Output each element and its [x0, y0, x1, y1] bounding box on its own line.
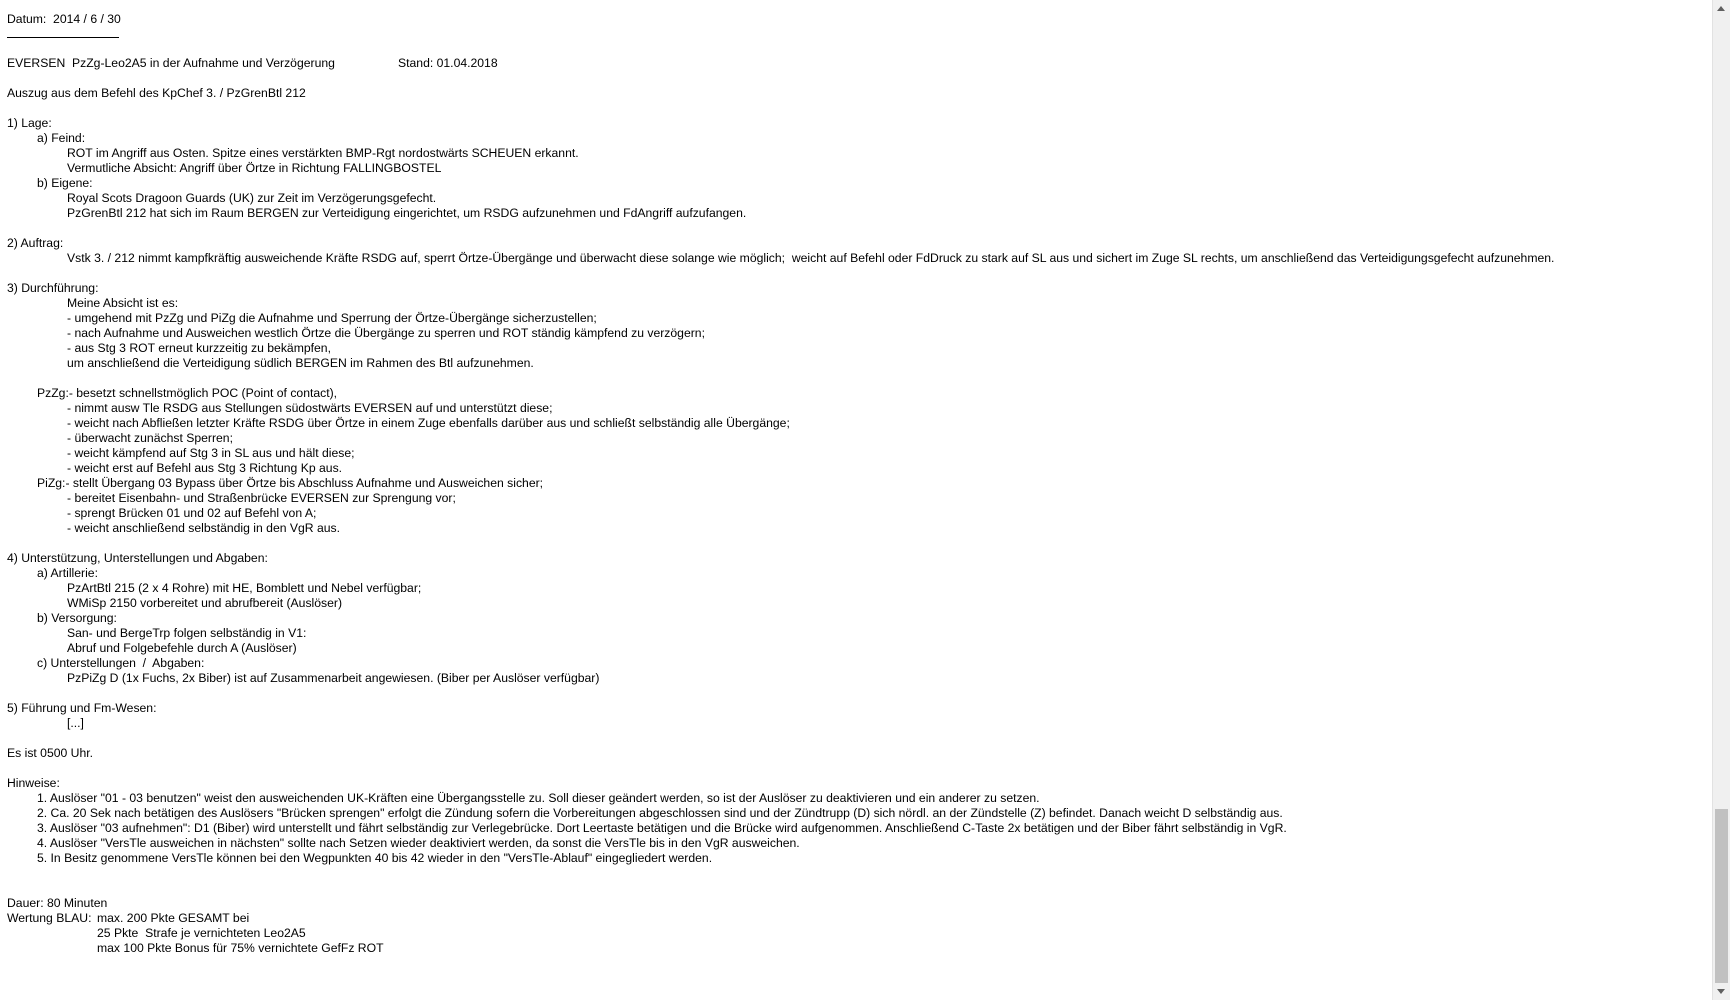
list-item: - bereitet Eisenbahn- und Straßenbrücke EVERSEN zur Sprengung vor; — [67, 491, 456, 505]
text-line: [...] — [67, 716, 84, 730]
text-line: Abruf und Folgebefehle durch A (Auslöser) — [67, 641, 297, 655]
section-heading-lage: 1) Lage: — [7, 116, 52, 130]
text-line: Vstk 3. / 212 nimmt kampfkräftig ausweichende Kräfte RSDG auf, sperrt Örtze-Übergänge und überwacht diese solange wie möglich; weicht auf Befehl oder FdDruck zu stark auf SL aus und sichert im Zuge SL rechts, um anschließend das Verteidigungsgefecht aufzunehmen. — [67, 251, 1555, 265]
arrow-up-icon — [1717, 6, 1725, 11]
time-line: Es ist 0500 Uhr. — [7, 746, 94, 760]
list-item: - nimmt ausw Tle RSDG aus Stellungen südostwärts EVERSEN auf und unterstützt diese; — [67, 401, 553, 415]
text-line: San- und BergeTrp folgen selbständig in V1: — [67, 626, 307, 640]
stand-date: Stand: 01.04.2018 — [398, 56, 498, 70]
text-line: PzPiZg D (1x Fuchs, 2x Biber) ist auf Zusammenarbeit angewiesen. (Biber per Auslöser verfügbar) — [67, 671, 600, 685]
duration-line: Dauer: 80 Minuten — [7, 896, 108, 910]
section-heading-hinweise: Hinweise: — [7, 776, 60, 790]
scroll-thumb[interactable] — [1715, 809, 1728, 983]
subheading-versorgung: b) Versorgung: — [37, 611, 117, 625]
text-line: Meine Absicht ist es: — [67, 296, 179, 310]
hint-item: 2. Ca. 20 Sek nach betätigen des Auslösers "Brücken sprengen" erfolgt die Zündung sofern die Vorbereitungen abgeschlossen sind und der Zündtrupp (D) sich nördl. an der Zündstelle (Z) befindet. Danach weicht D selbständig aus. — [37, 806, 1283, 820]
section-heading-durchfuehrung: 3) Durchführung: — [7, 281, 99, 295]
subheading-eigene: b) Eigene: — [37, 176, 93, 190]
list-item: - weicht erst auf Befehl aus Stg 3 Richtung Kp aus. — [67, 461, 343, 475]
text-line: um anschließend die Verteidigung südlich BERGEN im Rahmen des Btl aufzunehmen. — [67, 356, 534, 370]
text-line: PzGrenBtl 212 hat sich im Raum BERGEN zur Verteidigung eingerichtet, um RSDG aufzunehmen und FdAngriff aufzufangen. — [67, 206, 747, 220]
hint-item: 5. In Besitz genommene VersTle können bei den Wegpunkten 40 bis 42 wieder in den "VersTle-Ablauf" eingegliedert werden. — [37, 851, 713, 865]
text-line: PzArtBtl 215 (2 x 4 Rohre) mit HE, Bomblett und Nebel verfügbar; — [67, 581, 422, 595]
pizg-line: PiZg:- stellt Übergang 03 Bypass über Örtze bis Abschluss Aufnahme und Ausweichen sicher; — [37, 476, 544, 490]
auszug-line: Auszug aus dem Befehl des KpChef 3. / PzGrenBtl 212 — [7, 86, 306, 100]
list-item: - umgehend mit PzZg und PiZg die Aufnahme und Sperrung der Örtze-Übergänge sicherzustellen; — [67, 311, 597, 325]
horizontal-rule — [7, 37, 119, 38]
list-item: - überwacht zunächst Sperren; — [67, 431, 233, 445]
list-item: - nach Aufnahme und Ausweichen westlich Örtze die Übergänge zu sperren und ROT ständig kämpfend zu verzögern; — [67, 326, 705, 340]
list-item: - aus Stg 3 ROT erneut kurzzeitig zu bekämpfen, — [67, 341, 331, 355]
arrow-down-icon — [1717, 989, 1725, 994]
section-heading-unterstuetzung: 4) Unterstützung, Unterstellungen und Abgaben: — [7, 551, 268, 565]
section-heading-fuehrung: 5) Führung und Fm-Wesen: — [7, 701, 157, 715]
list-item: - weicht kämpfend auf Stg 3 in SL aus und hält diese; — [67, 446, 355, 460]
datum-line: Datum: 2014 / 6 / 30 — [7, 12, 121, 26]
subheading-unterstellungen: c) Unterstellungen / Abgaben: — [37, 656, 205, 670]
subheading-feind: a) Feind: — [37, 131, 86, 145]
scoring-line: max 100 Pkte Bonus für 75% vernichtete GefFz ROT — [97, 941, 384, 955]
text-line: Vermutliche Absicht: Angriff über Örtze in Richtung FALLINGBOSTEL — [67, 161, 442, 175]
pzzg-line: PzZg:- besetzt schnellstmöglich POC (Point of contact), — [37, 386, 338, 400]
subheading-artillerie: a) Artillerie: — [37, 566, 98, 580]
hint-item: 4. Auslöser "VersTle ausweichen in nächsten" sollte nach Setzen wieder deaktiviert werden, da sonst die VersTle bis in den VgR ausweichen. — [37, 836, 800, 850]
text-line: Royal Scots Dragoon Guards (UK) zur Zeit im Verzögerungsgefecht. — [67, 191, 437, 205]
hint-item: 1. Auslöser "01 - 03 benutzen" weist den ausweichenden UK-Kräften eine Übergangsstelle zu. Soll dieser geändert werden, so ist der Auslöser zu deaktivieren und ein anderer zu setzen. — [37, 791, 1040, 805]
text-line: ROT im Angriff aus Osten. Spitze eines verstärkten BMP-Rgt nordostwärts SCHEUEN erkannt. — [67, 146, 579, 160]
list-item: - weicht nach Abfließen letzter Kräfte RSDG über Örtze in einem Zuge ebenfalls darüber aus und schließt selbständig alle Übergänge; — [67, 416, 790, 430]
vertical-scrollbar[interactable] — [1712, 0, 1730, 1000]
list-item: - weicht anschließend selbständig in den VgR aus. — [67, 521, 341, 535]
scroll-down-button[interactable] — [1713, 983, 1730, 1000]
hint-item: 3. Auslöser "03 aufnehmen": D1 (Biber) wird unterstellt und fährt selbständig zur Verlegebrücke. Dort Leertaste betätigen und die Brücke wird aufgenommen. Anschließend C-Taste 2x betätigen und der Biber fährt selbständig in VgR. — [37, 821, 1287, 835]
list-item: - sprengt Brücken 01 und 02 auf Befehl von A; — [67, 506, 317, 520]
document-title: EVERSEN PzZg-Leo2A5 in der Aufnahme und Verzögerung — [7, 56, 335, 70]
scoring-line: 25 Pkte Strafe je vernichteten Leo2A5 — [97, 926, 306, 940]
wertung-label: Wertung BLAU: — [7, 911, 92, 925]
scroll-up-button[interactable] — [1713, 0, 1730, 17]
scroll-track[interactable] — [1713, 17, 1730, 983]
section-heading-auftrag: 2) Auftrag: — [7, 236, 64, 250]
text-line: WMiSp 2150 vorbereitet und abrufbereit (Auslöser) — [67, 596, 343, 610]
scoring-line: max. 200 Pkte GESAMT bei — [97, 911, 250, 925]
